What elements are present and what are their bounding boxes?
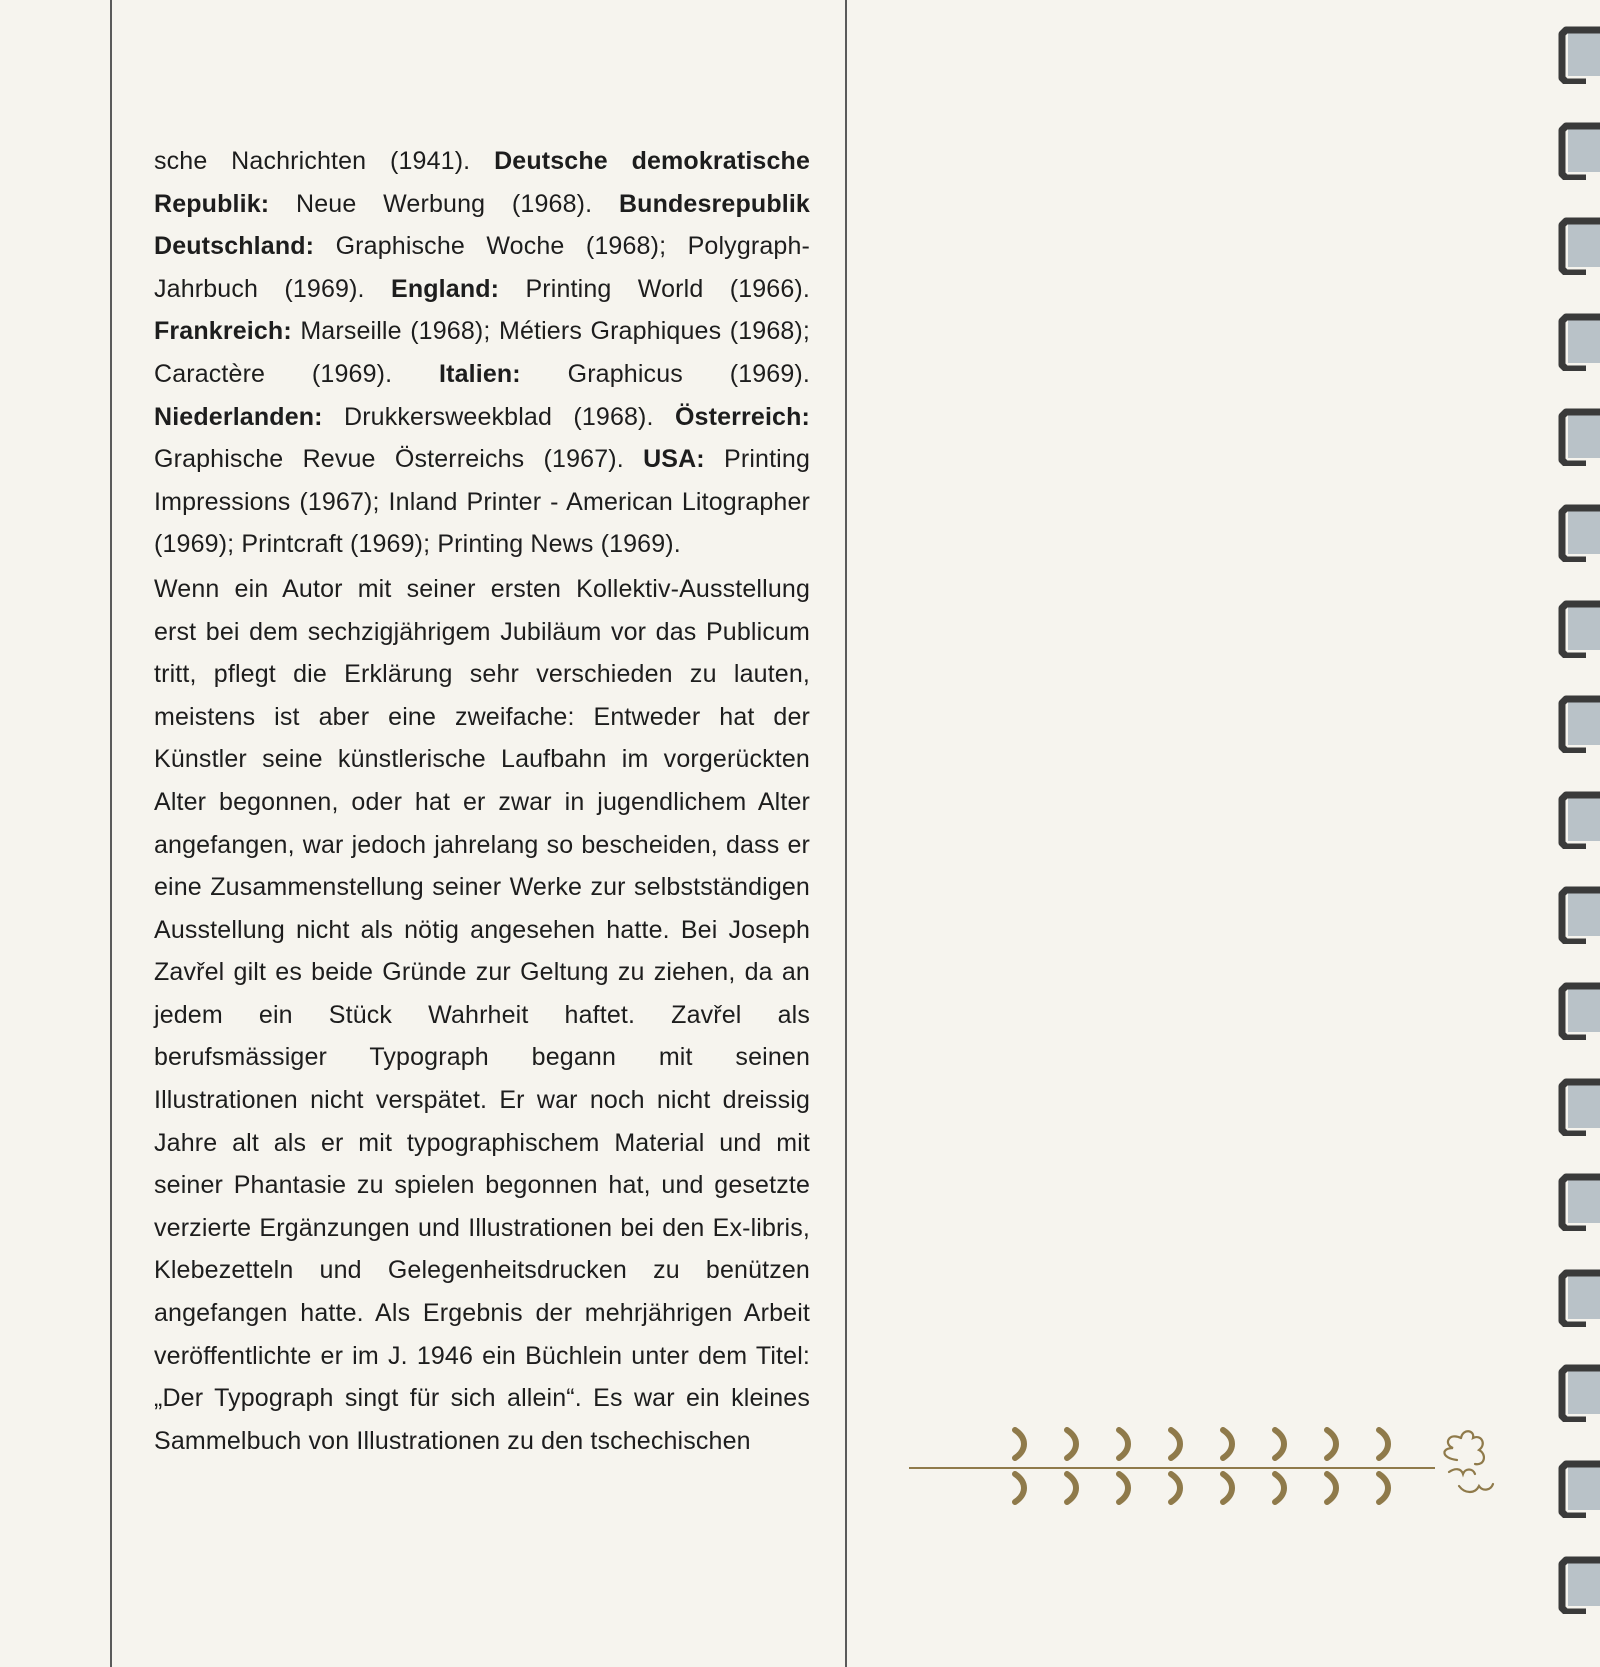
- parenthesis-glyph: [1015, 1430, 1024, 1458]
- flourish-icon: [1444, 1431, 1493, 1492]
- text-run: Wenn ein Autor mit seiner ersten Kollektiv-Ausstellung erst bei dem sechzigjährigem Jubiläum vor das Publicum tritt, pflegt die Erklärung sehr verschieden zu lauten, meistens ist aber eine zweifache: Entweder hat der Künstler seine künstlerische Laufbahn im vorgerückten Alter begonnen, oder hat er zwar in jugendlichem Alter angefangen, war jedoch jahrelang so bescheiden, dass er eine Zusammenstellung seiner Werke zur selbstständigen Ausstellung nicht als nötig angesehen hatte. Bei Joseph Zavřel gilt es beide Gründe zur Geltung zu ziehen, da an jedem ein Stück Wahrheit haftet. Zavřel als berufsmässiger Typograph begann mit seinen Illustrationen nicht verspätet. Er war noch nicht dreissig Jahre alt als er mit typographischem Material und mit seiner Phantasie zu spielen begonnen hat, und gesetzte verzierte Ergänzungen und Illustrationen bei den Ex-libris, Klebezetteln und Gelegenheitsdrucken zu benützen angefangen hatte. Als Ergebnis der mehrjährigen Arbeit veröffentlichte er im J. 1946 ein Büchlein unter dem Titel: „Der Typograph singt für sich allein“. Es war ein kleines Sammelbuch von Illustrationen zu den tschechischen: [154, 574, 810, 1455]
- country-heading: Niederlanden:: [154, 402, 323, 431]
- text-run: Printing World (1966).: [499, 274, 810, 303]
- parenthesis-glyph: [1379, 1430, 1388, 1458]
- parenthesis-glyph: [1015, 1474, 1024, 1502]
- text-run: Neue Werbung (1968).: [269, 189, 619, 218]
- binding-coil: [1556, 217, 1600, 275]
- paragraph: [154, 568, 810, 1462]
- binding-coil: [1556, 1269, 1600, 1327]
- country-heading: Bundesrepublik Deutschland:: [154, 189, 810, 261]
- parenthesis-glyph: [1327, 1474, 1336, 1502]
- parenthesis-glyph: [1223, 1474, 1232, 1502]
- parenthesis-glyph: [1119, 1430, 1128, 1458]
- binding-coil: [1556, 982, 1600, 1040]
- text-run: Graphische Revue Österreichs (1967).: [154, 445, 644, 474]
- parenthesis-glyph: [1119, 1474, 1128, 1502]
- parenthesis-glyph: [1171, 1474, 1180, 1502]
- parenthesis-glyph: [1275, 1474, 1284, 1502]
- text-run: Printing Impressions (1967); Inland Printer - American Litographer (1969); Printcraft (1969); Printing News (1969).: [154, 445, 810, 559]
- binding-coil: [1556, 122, 1600, 180]
- binding-coil: [1556, 695, 1600, 753]
- country-heading: Österreich:: [674, 402, 810, 431]
- parenthesis-glyph: [1067, 1430, 1076, 1458]
- binding-coil: [1556, 1078, 1600, 1136]
- binding-coil: [1556, 26, 1600, 84]
- center-fold-rule: [845, 0, 847, 1667]
- parenthesis-glyph: [1171, 1430, 1180, 1458]
- parenthesis-glyph: [1223, 1430, 1232, 1458]
- text-run: Drukkersweekblad (1968).: [322, 402, 675, 431]
- parenthesis-glyph: [1067, 1474, 1076, 1502]
- country-heading: USA:: [643, 445, 705, 474]
- body-text-column: [154, 140, 810, 1462]
- country-heading: England:: [391, 274, 500, 303]
- left-margin-rule: [110, 0, 112, 1667]
- typographic-ornament: [905, 1420, 1515, 1510]
- parenthesis-row-group: [1015, 1430, 1388, 1502]
- binding-coil: [1556, 1556, 1600, 1614]
- binding-coil: [1556, 313, 1600, 371]
- binding-coil: [1556, 886, 1600, 944]
- text-run: Graphicus (1969).: [520, 359, 810, 388]
- binding-coil: [1556, 1460, 1600, 1518]
- binding-coil: [1556, 600, 1600, 658]
- country-heading: Italien:: [439, 359, 521, 388]
- parenthesis-glyph: [1379, 1474, 1388, 1502]
- binding-coil: [1556, 1173, 1600, 1231]
- binding-coil: [1556, 791, 1600, 849]
- paragraph: [154, 140, 810, 566]
- parenthesis-glyph: [1275, 1430, 1284, 1458]
- country-heading: Deutsche demokratische Republik:: [154, 147, 810, 218]
- text-run: sche Nachrichten (1941).: [154, 147, 495, 175]
- spiral-binding: [1550, 0, 1600, 1667]
- country-heading: Frankreich:: [154, 317, 292, 346]
- binding-coil: [1556, 1364, 1600, 1422]
- text-run: Graphische Woche (1968); Polygraph-Jahrbuch (1969).: [154, 232, 810, 303]
- binding-coil: [1556, 504, 1600, 562]
- text-run: Marseille (1968); Métiers Graphiques (1968); Caractère (1969).: [154, 317, 810, 388]
- parenthesis-glyph: [1327, 1430, 1336, 1458]
- binding-coil: [1556, 408, 1600, 466]
